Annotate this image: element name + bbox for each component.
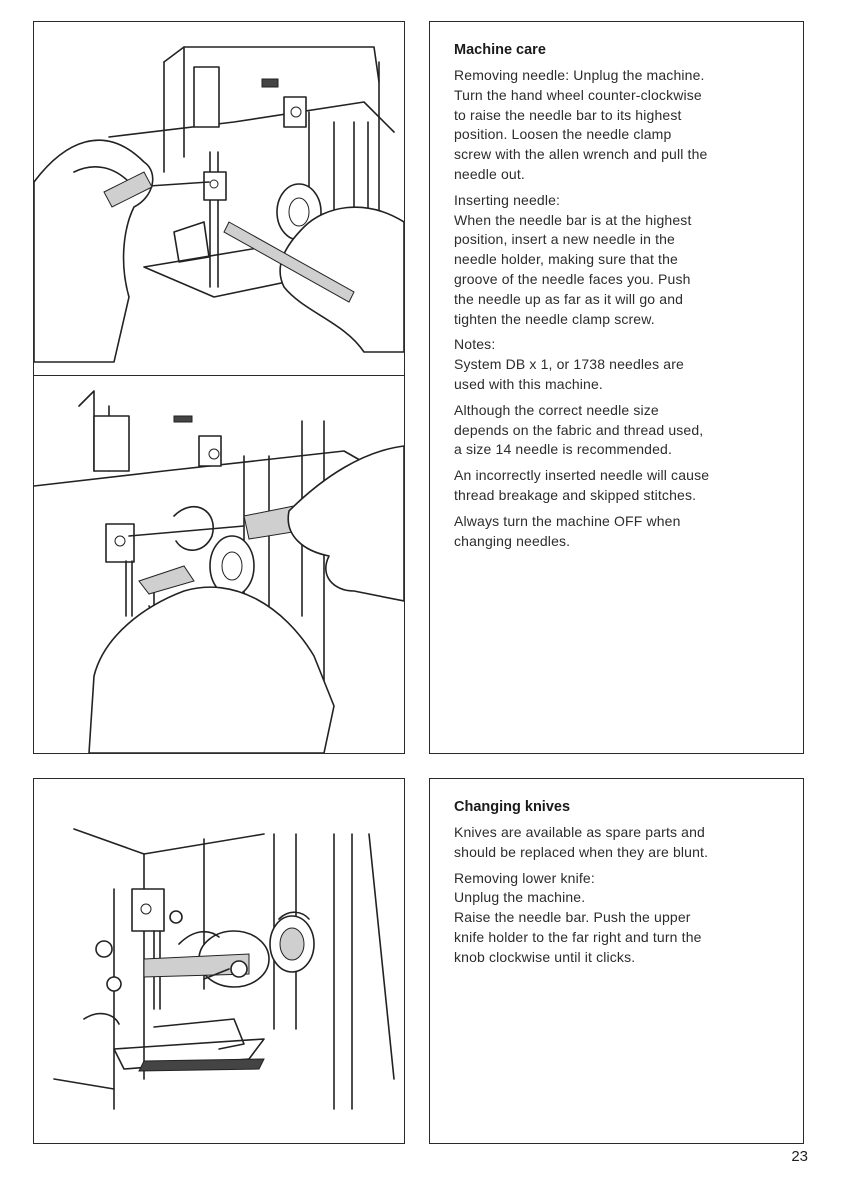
page-number: 23 bbox=[791, 1148, 808, 1165]
machine-care-title: Machine care bbox=[454, 42, 546, 58]
screwdriver-drawing bbox=[34, 376, 404, 753]
illustration-changing-knives bbox=[33, 778, 405, 1144]
machine-care-paragraph: Although the correct needle size depends on the fabric and thread used, a size 14 needle is recommended. bbox=[454, 401, 704, 458]
changing-knives-title: Changing knives bbox=[454, 799, 571, 815]
machine-care-panel bbox=[429, 21, 804, 754]
changing-knives-panel bbox=[429, 778, 804, 1144]
machine-care-paragraph: Notes: System DB x 1, or 1738 needles are used with this machine. bbox=[454, 336, 684, 392]
machine-care-paragraph: An incorrectly inserted needle will cause thread breakage and skipped stitches. bbox=[454, 467, 710, 503]
knife-change-drawing bbox=[34, 779, 404, 1143]
needle-removal-drawing bbox=[34, 22, 404, 377]
machine-care-paragraph: Inserting needle: When the needle bar is at the highest position, insert a new needle in the needle holder, making sure that the groove of the needle faces you. Push the needle up as far as it will go and tighten the needle clamp screw. bbox=[454, 191, 692, 327]
illustration-removing-needle bbox=[33, 21, 405, 378]
illustration-loosening-screw bbox=[33, 375, 405, 754]
machine-care-paragraph: Always turn the machine OFF when changing needles. bbox=[454, 512, 681, 549]
changing-knives-paragraph: Removing lower knife: Unplug the machine. Raise the needle bar. Push the upper knife holder to the far right and turn the knob clockwise until it clicks. bbox=[454, 869, 702, 965]
machine-care-paragraph: Removing needle: Unplug the machine. Turn the hand wheel counter-clockwise to raise the needle bar to its highest position. Loosen the needle clamp screw with the allen wrench and pull the needle out. bbox=[454, 67, 708, 182]
changing-knives-paragraph: Knives are available as spare parts and should be replaced when they are blunt. bbox=[454, 824, 709, 860]
